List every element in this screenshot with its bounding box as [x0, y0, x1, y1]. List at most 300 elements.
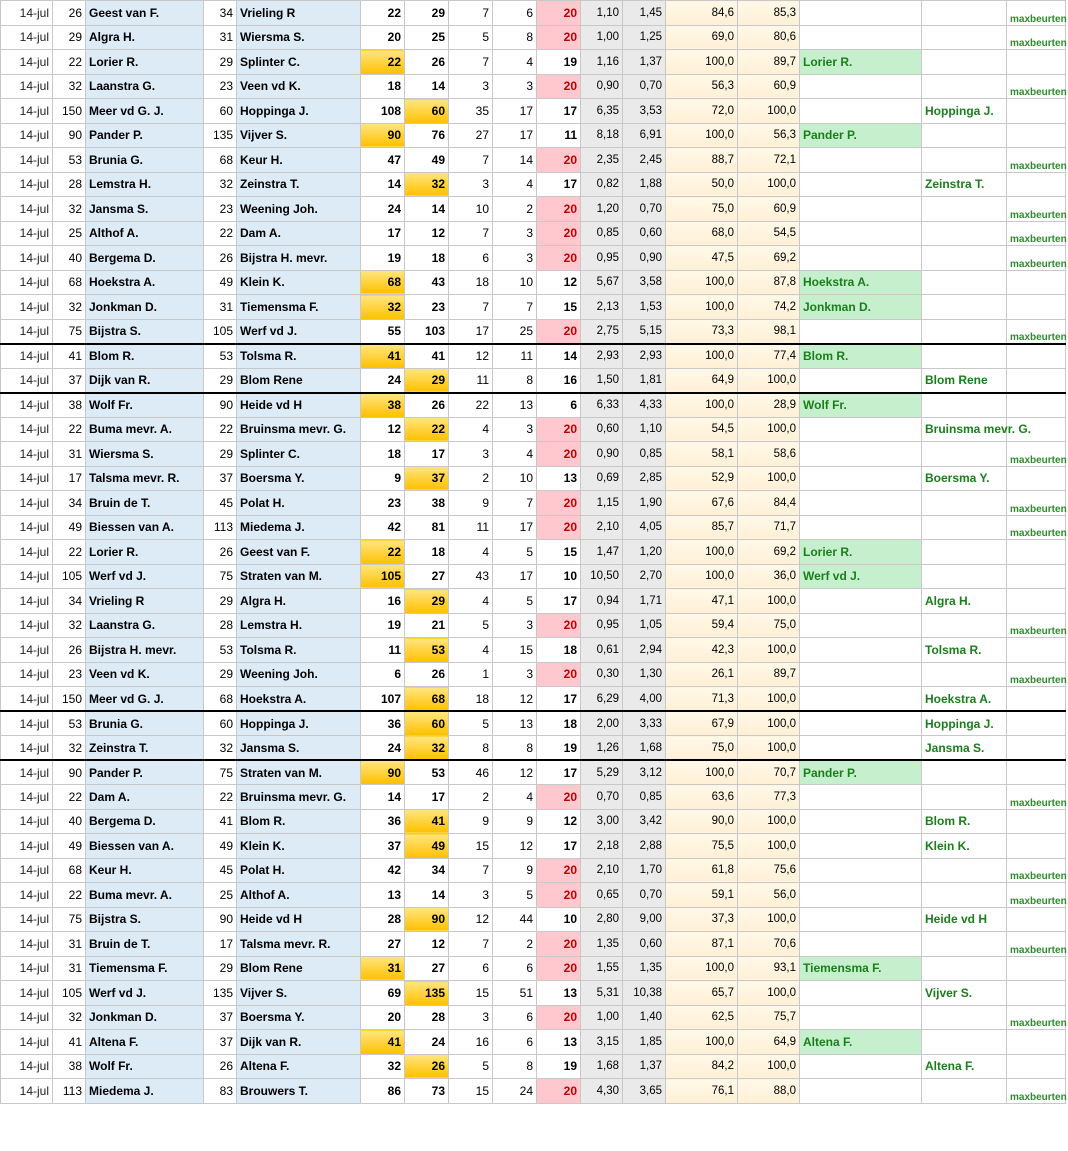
player1-score: 107: [361, 687, 405, 712]
winner-left: [800, 1005, 922, 1030]
table-row: [1, 1079, 1066, 1104]
table-row: [1, 613, 1066, 638]
innings-count: 20: [537, 221, 581, 246]
maxbeurten-flag: [1007, 638, 1066, 663]
player1-score: 41: [361, 344, 405, 369]
maxbeurten-flag: maxbeurten: [1007, 491, 1066, 516]
player1-target: 22: [53, 785, 86, 810]
player2-average: 2,93: [623, 344, 666, 369]
player1-high-run: 7: [449, 221, 493, 246]
player2-name: Heide vd H: [237, 393, 361, 418]
player2-score: 12: [405, 221, 449, 246]
maxbeurten-flag: maxbeurten: [1007, 148, 1066, 173]
player2-target: 41: [204, 809, 237, 834]
innings-count: 15: [537, 540, 581, 565]
winner-right: [922, 442, 1007, 467]
maxbeurten-flag: [1007, 344, 1066, 369]
table-row: [1, 344, 1066, 369]
player1-score: 41: [361, 1030, 405, 1055]
winner-left: [800, 442, 922, 467]
player2-average: 1,71: [623, 589, 666, 614]
player2-score: 14: [405, 197, 449, 222]
player1-name: Meer vd G. J.: [86, 687, 204, 712]
player1-high-run: 43: [449, 564, 493, 589]
player2-name: Werf vd J.: [237, 319, 361, 344]
player1-score: 11: [361, 638, 405, 663]
player1-percentage: 59,1: [666, 883, 738, 908]
player1-percentage: 88,7: [666, 148, 738, 173]
match-date: 14-jul: [1, 981, 53, 1006]
player1-high-run: 18: [449, 687, 493, 712]
player2-percentage: 28,9: [738, 393, 800, 418]
player2-average: 9,00: [623, 907, 666, 932]
player1-percentage: 54,5: [666, 417, 738, 442]
innings-count: 20: [537, 417, 581, 442]
innings-count: 12: [537, 270, 581, 295]
player2-percentage: 72,1: [738, 148, 800, 173]
player2-percentage: 100,0: [738, 711, 800, 736]
player1-name: Miedema J.: [86, 1079, 204, 1104]
player2-average: 5,15: [623, 319, 666, 344]
player2-target: 29: [204, 956, 237, 981]
player1-score: 86: [361, 1079, 405, 1104]
player2-percentage: 100,0: [738, 589, 800, 614]
match-date: 14-jul: [1, 540, 53, 565]
winner-right: Blom R.: [922, 809, 1007, 834]
player1-name: Pander P.: [86, 760, 204, 785]
table-row: [1, 736, 1066, 761]
player1-high-run: 7: [449, 932, 493, 957]
table-row: [1, 907, 1066, 932]
player2-target: 68: [204, 148, 237, 173]
player1-score: 19: [361, 613, 405, 638]
player1-percentage: 26,1: [666, 662, 738, 687]
innings-count: 20: [537, 956, 581, 981]
player2-percentage: 98,1: [738, 319, 800, 344]
player1-score: 22: [361, 50, 405, 75]
player2-percentage: 87,8: [738, 270, 800, 295]
winner-left: [800, 638, 922, 663]
player2-high-run: 13: [493, 393, 537, 418]
player1-score: 14: [361, 785, 405, 810]
player2-score: 22: [405, 417, 449, 442]
player1-target: 90: [53, 760, 86, 785]
table-row: [1, 638, 1066, 663]
winner-left: [800, 785, 922, 810]
innings-count: 20: [537, 1, 581, 26]
winner-right: [922, 246, 1007, 271]
player1-average: 0,60: [581, 417, 623, 442]
player1-percentage: 64,9: [666, 368, 738, 393]
player2-percentage: 60,9: [738, 197, 800, 222]
table-row: [1, 589, 1066, 614]
player2-score: 32: [405, 736, 449, 761]
player2-percentage: 69,2: [738, 540, 800, 565]
player2-average: 1,90: [623, 491, 666, 516]
player2-average: 0,85: [623, 785, 666, 810]
player2-percentage: 36,0: [738, 564, 800, 589]
player1-average: 1,68: [581, 1054, 623, 1079]
player2-high-run: 4: [493, 785, 537, 810]
player2-name: Heide vd H: [237, 907, 361, 932]
player1-average: 0,95: [581, 613, 623, 638]
player1-average: 0,85: [581, 221, 623, 246]
maxbeurten-flag: maxbeurten: [1007, 1005, 1066, 1030]
player2-average: 1,35: [623, 956, 666, 981]
winner-left: [800, 515, 922, 540]
winner-right: [922, 270, 1007, 295]
player2-target: 60: [204, 99, 237, 124]
player2-high-run: 2: [493, 932, 537, 957]
maxbeurten-flag: maxbeurten: [1007, 25, 1066, 50]
innings-count: 19: [537, 736, 581, 761]
table-row: [1, 246, 1066, 271]
player2-name: Dam A.: [237, 221, 361, 246]
player2-score: 49: [405, 148, 449, 173]
player1-average: 5,31: [581, 981, 623, 1006]
player2-target: 26: [204, 1054, 237, 1079]
player1-name: Bruin de T.: [86, 491, 204, 516]
player2-high-run: 5: [493, 540, 537, 565]
player1-score: 105: [361, 564, 405, 589]
player2-score: 25: [405, 25, 449, 50]
maxbeurten-flag: [1007, 564, 1066, 589]
player1-name: Brunia G.: [86, 148, 204, 173]
player2-average: 0,90: [623, 246, 666, 271]
player1-high-run: 3: [449, 172, 493, 197]
player1-score: 22: [361, 540, 405, 565]
player1-average: 0,94: [581, 589, 623, 614]
innings-count: 20: [537, 515, 581, 540]
match-date: 14-jul: [1, 417, 53, 442]
maxbeurten-flag: [1007, 393, 1066, 418]
player1-percentage: 58,1: [666, 442, 738, 467]
player2-high-run: 44: [493, 907, 537, 932]
player1-average: 5,67: [581, 270, 623, 295]
winner-left: [800, 221, 922, 246]
player2-target: 23: [204, 74, 237, 99]
player2-high-run: 6: [493, 1, 537, 26]
player1-target: 32: [53, 74, 86, 99]
innings-count: 13: [537, 1030, 581, 1055]
maxbeurten-flag: [1007, 123, 1066, 148]
player2-target: 29: [204, 442, 237, 467]
player2-percentage: 56,3: [738, 123, 800, 148]
player1-percentage: 100,0: [666, 1030, 738, 1055]
player2-high-run: 12: [493, 834, 537, 859]
player2-target: 29: [204, 50, 237, 75]
player2-score: 17: [405, 442, 449, 467]
winner-left: Altena F.: [800, 1030, 922, 1055]
player1-name: Werf vd J.: [86, 981, 204, 1006]
innings-count: 20: [537, 319, 581, 344]
match-date: 14-jul: [1, 295, 53, 320]
player2-name: Weening Joh.: [237, 662, 361, 687]
player2-percentage: 100,0: [738, 417, 800, 442]
winner-left: [800, 1, 922, 26]
player2-name: Hoppinga J.: [237, 711, 361, 736]
player1-average: 1,55: [581, 956, 623, 981]
player1-average: 2,13: [581, 295, 623, 320]
player2-high-run: 13: [493, 711, 537, 736]
player1-percentage: 75,0: [666, 736, 738, 761]
player1-name: Tiemensma F.: [86, 956, 204, 981]
player2-target: 25: [204, 883, 237, 908]
maxbeurten-flag: maxbeurten: [1007, 246, 1066, 271]
winner-right: Jansma S.: [922, 736, 1007, 761]
innings-count: 20: [537, 662, 581, 687]
player1-name: Keur H.: [86, 858, 204, 883]
maxbeurten-flag: [1007, 809, 1066, 834]
player1-target: 37: [53, 368, 86, 393]
player1-high-run: 7: [449, 50, 493, 75]
innings-count: 17: [537, 687, 581, 712]
player1-score: 6: [361, 662, 405, 687]
player2-percentage: 84,4: [738, 491, 800, 516]
player2-high-run: 3: [493, 662, 537, 687]
player2-target: 31: [204, 25, 237, 50]
player1-name: Bijstra S.: [86, 907, 204, 932]
innings-count: 13: [537, 981, 581, 1006]
player2-average: 0,60: [623, 932, 666, 957]
table-row: [1, 883, 1066, 908]
maxbeurten-flag: maxbeurten: [1007, 319, 1066, 344]
player2-target: 90: [204, 907, 237, 932]
player1-high-run: 4: [449, 589, 493, 614]
player2-high-run: 3: [493, 74, 537, 99]
player1-high-run: 5: [449, 1054, 493, 1079]
winner-left: [800, 368, 922, 393]
winner-right: [922, 932, 1007, 957]
player1-average: 0,90: [581, 74, 623, 99]
match-date: 14-jul: [1, 687, 53, 712]
player2-average: 4,33: [623, 393, 666, 418]
winner-right: Hoppinga J.: [922, 99, 1007, 124]
player1-average: 1,00: [581, 25, 623, 50]
winner-right: [922, 883, 1007, 908]
player2-name: Vijver S.: [237, 123, 361, 148]
player1-percentage: 100,0: [666, 393, 738, 418]
player1-target: 150: [53, 99, 86, 124]
player2-average: 0,85: [623, 442, 666, 467]
player2-high-run: 6: [493, 1030, 537, 1055]
player1-score: 68: [361, 270, 405, 295]
player2-percentage: 58,6: [738, 442, 800, 467]
winner-left: [800, 197, 922, 222]
player2-target: 49: [204, 270, 237, 295]
maxbeurten-flag: [1007, 589, 1066, 614]
winner-left: [800, 981, 922, 1006]
player2-percentage: 89,7: [738, 50, 800, 75]
winner-right: Altena F.: [922, 1054, 1007, 1079]
player1-score: 31: [361, 956, 405, 981]
winner-left: [800, 907, 922, 932]
player2-name: Bruinsma mevr. G.: [237, 417, 361, 442]
player2-name: Boersma Y.: [237, 466, 361, 491]
player1-score: 28: [361, 907, 405, 932]
winner-left: [800, 417, 922, 442]
player1-target: 32: [53, 295, 86, 320]
player2-target: 26: [204, 540, 237, 565]
table-row: [1, 50, 1066, 75]
winner-left: [800, 491, 922, 516]
player2-percentage: 64,9: [738, 1030, 800, 1055]
player2-name: Hoekstra A.: [237, 687, 361, 712]
player1-target: 75: [53, 907, 86, 932]
player1-percentage: 100,0: [666, 295, 738, 320]
player1-target: 53: [53, 711, 86, 736]
table-row: [1, 319, 1066, 344]
table-row: [1, 515, 1066, 540]
player2-name: Keur H.: [237, 148, 361, 173]
player1-high-run: 3: [449, 442, 493, 467]
player1-target: 68: [53, 858, 86, 883]
player2-percentage: 71,7: [738, 515, 800, 540]
player1-high-run: 11: [449, 368, 493, 393]
player1-name: Dijk van R.: [86, 368, 204, 393]
player2-name: Klein K.: [237, 270, 361, 295]
player2-score: 41: [405, 809, 449, 834]
player2-name: Straten van M.: [237, 760, 361, 785]
match-date: 14-jul: [1, 491, 53, 516]
player1-percentage: 72,0: [666, 99, 738, 124]
player1-percentage: 76,1: [666, 1079, 738, 1104]
player1-average: 6,33: [581, 393, 623, 418]
player1-percentage: 63,6: [666, 785, 738, 810]
player2-target: 113: [204, 515, 237, 540]
player2-score: 60: [405, 99, 449, 124]
player1-average: 4,30: [581, 1079, 623, 1104]
player2-high-run: 4: [493, 172, 537, 197]
player1-name: Wolf Fr.: [86, 393, 204, 418]
player1-percentage: 100,0: [666, 50, 738, 75]
table-row: [1, 99, 1066, 124]
player1-name: Werf vd J.: [86, 564, 204, 589]
player2-score: 26: [405, 662, 449, 687]
table-row: [1, 221, 1066, 246]
player2-high-run: 24: [493, 1079, 537, 1104]
match-date: 14-jul: [1, 25, 53, 50]
player2-target: 31: [204, 295, 237, 320]
player2-score: 18: [405, 540, 449, 565]
player2-target: 75: [204, 760, 237, 785]
innings-count: 20: [537, 858, 581, 883]
player1-high-run: 6: [449, 956, 493, 981]
player1-name: Algra H.: [86, 25, 204, 50]
match-date: 14-jul: [1, 956, 53, 981]
player2-score: 26: [405, 393, 449, 418]
player2-percentage: 75,0: [738, 613, 800, 638]
player1-target: 34: [53, 589, 86, 614]
maxbeurten-flag: [1007, 981, 1066, 1006]
player1-high-run: 27: [449, 123, 493, 148]
player1-name: Blom R.: [86, 344, 204, 369]
player2-target: 135: [204, 123, 237, 148]
player2-high-run: 17: [493, 99, 537, 124]
player2-score: 90: [405, 907, 449, 932]
player2-percentage: 100,0: [738, 638, 800, 663]
table-row: [1, 687, 1066, 712]
innings-count: 17: [537, 589, 581, 614]
player1-high-run: 12: [449, 907, 493, 932]
player1-score: 36: [361, 711, 405, 736]
player2-target: 29: [204, 662, 237, 687]
player2-name: Splinter C.: [237, 442, 361, 467]
player1-average: 2,93: [581, 344, 623, 369]
player1-score: 24: [361, 368, 405, 393]
player2-average: 0,70: [623, 197, 666, 222]
player2-high-run: 5: [493, 883, 537, 908]
player1-average: 1,26: [581, 736, 623, 761]
player2-name: Vrieling R: [237, 1, 361, 26]
player1-percentage: 90,0: [666, 809, 738, 834]
match-date: 14-jul: [1, 1, 53, 26]
winner-right: [922, 393, 1007, 418]
player2-high-run: 5: [493, 589, 537, 614]
table-row: [1, 466, 1066, 491]
winner-right: [922, 25, 1007, 50]
player2-name: Geest van F.: [237, 540, 361, 565]
player2-name: Weening Joh.: [237, 197, 361, 222]
player1-name: Vrieling R: [86, 589, 204, 614]
player2-score: 43: [405, 270, 449, 295]
winner-right: [922, 515, 1007, 540]
innings-count: 20: [537, 148, 581, 173]
player1-target: 28: [53, 172, 86, 197]
player1-average: 1,50: [581, 368, 623, 393]
player1-score: 90: [361, 123, 405, 148]
player1-target: 26: [53, 638, 86, 663]
player2-percentage: 75,7: [738, 1005, 800, 1030]
winner-right: [922, 1, 1007, 26]
player1-high-run: 3: [449, 883, 493, 908]
innings-count: 20: [537, 442, 581, 467]
player2-score: 76: [405, 123, 449, 148]
player1-score: 24: [361, 736, 405, 761]
player2-name: Vijver S.: [237, 981, 361, 1006]
player2-average: 2,70: [623, 564, 666, 589]
match-date: 14-jul: [1, 858, 53, 883]
player1-average: 6,35: [581, 99, 623, 124]
player2-score: 29: [405, 1, 449, 26]
player2-score: 12: [405, 932, 449, 957]
player1-average: 2,75: [581, 319, 623, 344]
match-date: 14-jul: [1, 270, 53, 295]
player1-percentage: 100,0: [666, 564, 738, 589]
match-date: 14-jul: [1, 221, 53, 246]
maxbeurten-flag: maxbeurten: [1007, 1079, 1066, 1104]
winner-right: [922, 564, 1007, 589]
innings-count: 18: [537, 711, 581, 736]
winner-left: [800, 711, 922, 736]
player1-name: Laanstra G.: [86, 74, 204, 99]
maxbeurten-flag: [1007, 270, 1066, 295]
player2-score: 27: [405, 956, 449, 981]
player1-score: 14: [361, 172, 405, 197]
player2-name: Tiemensma F.: [237, 295, 361, 320]
match-date: 14-jul: [1, 197, 53, 222]
match-date: 14-jul: [1, 883, 53, 908]
player2-high-run: 6: [493, 956, 537, 981]
maxbeurten-flag: maxbeurten: [1007, 613, 1066, 638]
winner-right: [922, 491, 1007, 516]
winner-right: Bruinsma mevr. G.: [922, 417, 1007, 442]
player1-percentage: 100,0: [666, 540, 738, 565]
player1-name: Lorier R.: [86, 540, 204, 565]
winner-left: Pander P.: [800, 760, 922, 785]
player1-name: Jonkman D.: [86, 295, 204, 320]
player2-average: 1,45: [623, 1, 666, 26]
